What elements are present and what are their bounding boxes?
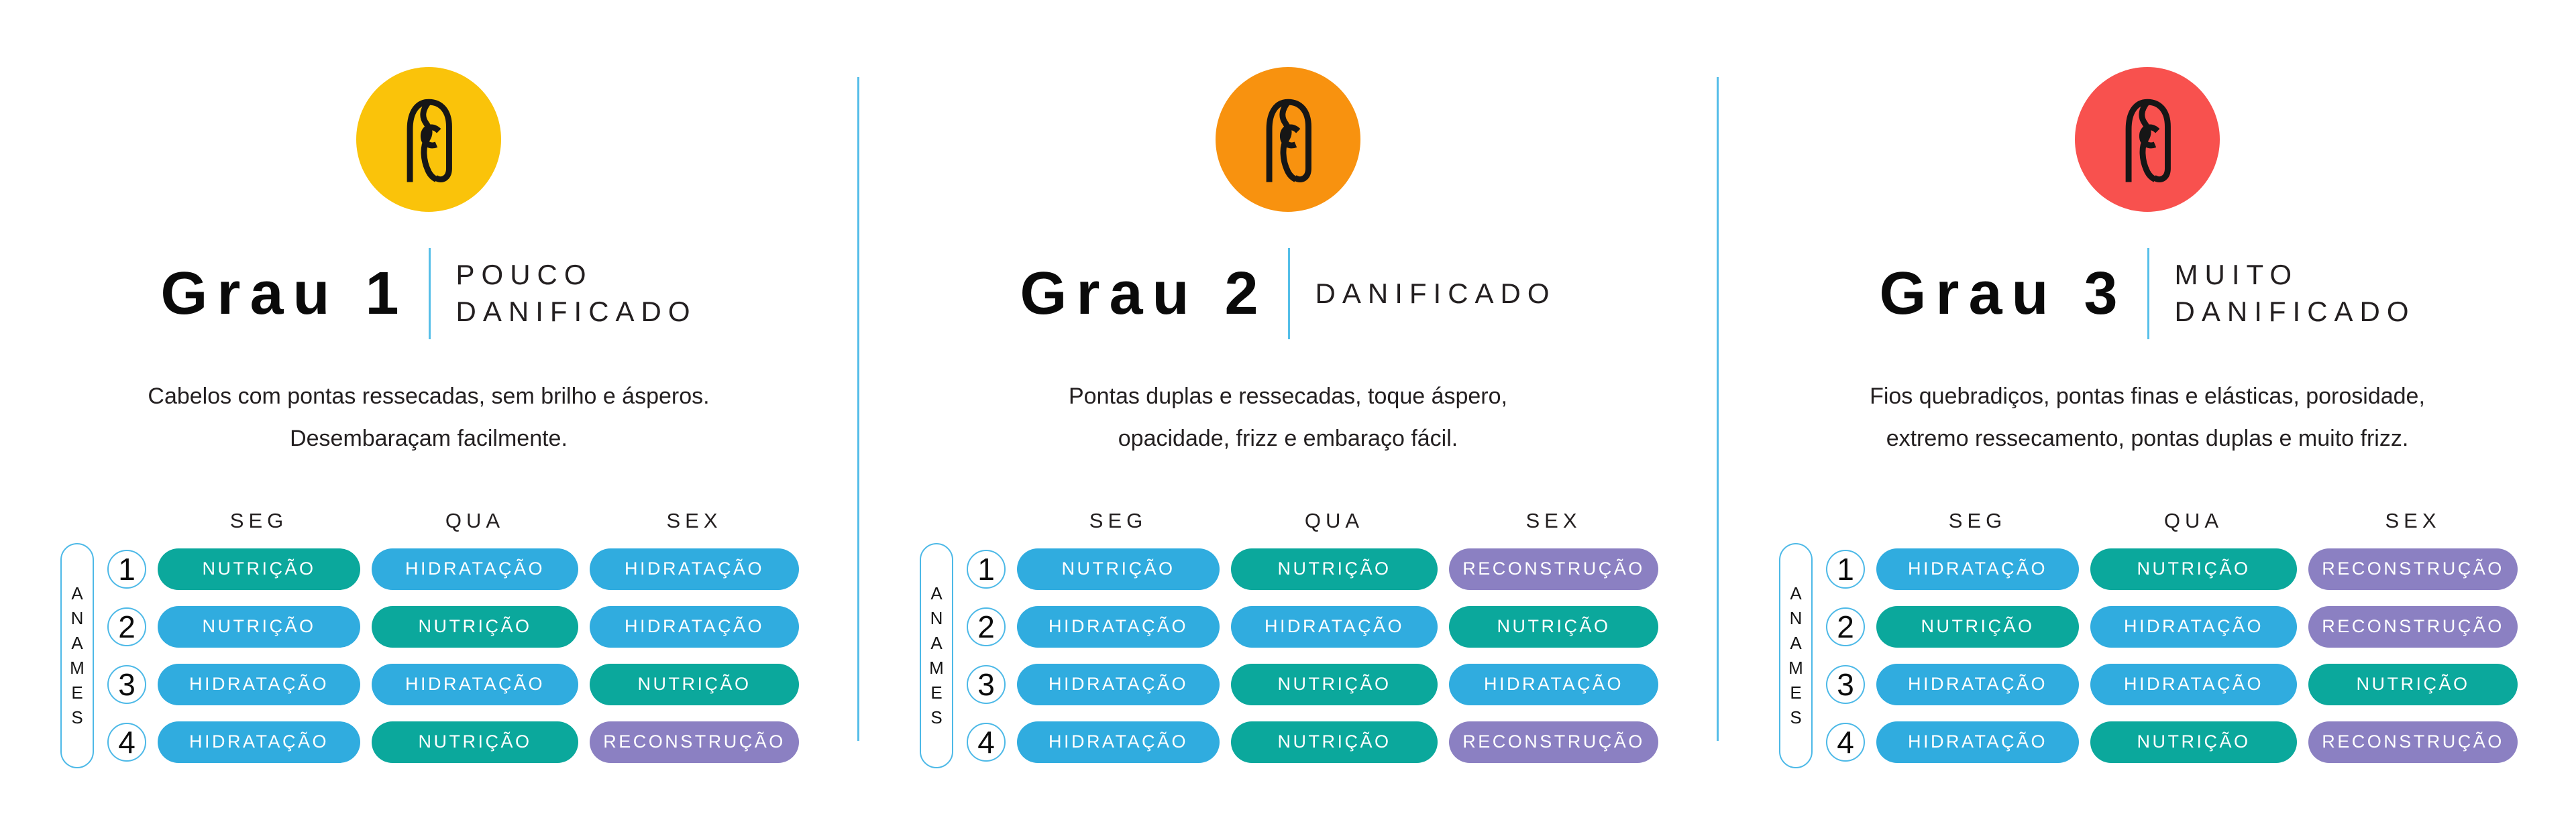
semana-letter: M: [929, 658, 944, 678]
treatment-pill: RECONSTRUÇÃO: [2308, 548, 2518, 590]
treatment-pill: NUTRIÇÃO: [1231, 548, 1438, 590]
semana-letter: A: [71, 633, 83, 654]
semana-letter: A: [930, 583, 943, 604]
treatment-pill: HIDRATAÇÃO: [158, 721, 360, 763]
treatment-pill: HIDRATAÇÃO: [1876, 721, 2079, 763]
panel-subtitle: [2175, 257, 2416, 330]
day-header-qua: QUA: [2163, 508, 2224, 532]
treatment-pill: HIDRATAÇÃO: [372, 548, 578, 590]
treatment-pill: HIDRATAÇÃO: [590, 548, 799, 590]
treatment-pill: RECONSTRUÇÃO: [1449, 548, 1658, 590]
grau-panel-3: [1719, 0, 2576, 828]
grau-panel-1: [0, 0, 857, 828]
treatment-pill: NUTRIÇÃO: [2090, 721, 2297, 763]
treatment-pill: RECONSTRUÇÃO: [2308, 721, 2518, 763]
week-number-3: 3: [967, 665, 1006, 704]
semana-letter: S: [930, 707, 943, 728]
semana-letter: N: [930, 608, 943, 629]
semana-vertical-label: [60, 543, 94, 768]
panel-description: [1069, 375, 1507, 460]
week-number-4: 4: [1826, 723, 1865, 762]
treatment-pill: NUTRIÇÃO: [590, 664, 799, 705]
semana-letter: A: [1790, 633, 1802, 654]
panel-subtitle: [1316, 276, 1556, 312]
week-number-3: 3: [107, 665, 146, 704]
treatment-pill: RECONSTRUÇÃO: [590, 721, 799, 763]
treatment-pill: NUTRIÇÃO: [1231, 664, 1438, 705]
title-divider-line: [429, 248, 431, 339]
treatment-pill: NUTRIÇÃO: [372, 606, 578, 648]
treatment-pill: NUTRIÇÃO: [158, 606, 360, 648]
week-number-3: 3: [1826, 665, 1865, 704]
title-divider-line: [2147, 248, 2149, 339]
treatment-pill: HIDRATAÇÃO: [2090, 606, 2297, 648]
treatment-pill: NUTRIÇÃO: [1449, 606, 1658, 648]
panel-title: Grau 1: [160, 259, 409, 327]
panel-title: Grau 3: [1879, 259, 2127, 327]
treatment-pill: HIDRATAÇÃO: [1017, 721, 1220, 763]
title-divider-line: [1288, 248, 1290, 339]
week-number-4: 4: [967, 723, 1006, 762]
semana-vertical-label: [920, 543, 953, 768]
day-header-qua: QUA: [445, 508, 505, 532]
day-header-sex: SEX: [2385, 508, 2441, 532]
treatment-pill: NUTRIÇÃO: [158, 548, 360, 590]
treatment-pill: HIDRATAÇÃO: [158, 664, 360, 705]
panel-title: Grau 2: [1020, 259, 1268, 327]
treatment-pill: NUTRIÇÃO: [1017, 548, 1220, 590]
weekly-schedule-grid: [1777, 501, 2518, 771]
semana-vertical-label: [1779, 543, 1813, 768]
treatment-pill: HIDRATAÇÃO: [372, 664, 578, 705]
semana-letter: A: [71, 583, 83, 604]
hair-grade-badge: [2075, 67, 2220, 212]
week-number-2: 2: [967, 607, 1006, 646]
treatment-pill: HIDRATAÇÃO: [2090, 664, 2297, 705]
semana-letter: E: [930, 683, 943, 703]
semana-letter: S: [1790, 707, 1802, 728]
panel-description: [148, 375, 709, 460]
panel-description-line: extremo ressecamento, pontas duplas e muito frizz.: [1886, 425, 2409, 451]
hair-grade-badge: [356, 67, 501, 212]
week-number-1: 1: [107, 550, 146, 589]
week-number-4: 4: [107, 723, 146, 762]
day-header-sex: SEX: [1525, 508, 1582, 532]
panel-description-line: Desembaraçam facilmente.: [290, 425, 568, 451]
panel-title-row: [160, 247, 696, 341]
treatment-pill: HIDRATAÇÃO: [1876, 548, 2079, 590]
treatment-pill: NUTRIÇÃO: [372, 721, 578, 763]
day-header-seg: SEG: [1089, 508, 1148, 532]
panel-title-row: [1020, 247, 1556, 341]
face-with-hair-icon: [2103, 90, 2192, 189]
hair-grade-badge: [1216, 67, 1360, 212]
treatment-pill: HIDRATAÇÃO: [590, 606, 799, 648]
treatment-pill: NUTRIÇÃO: [2308, 664, 2518, 705]
week-number-2: 2: [107, 607, 146, 646]
treatment-pill: HIDRATAÇÃO: [1449, 664, 1658, 705]
treatment-pill: HIDRATAÇÃO: [1017, 664, 1220, 705]
week-number-1: 1: [967, 550, 1006, 589]
panel-subtitle-line: POUCO: [455, 259, 593, 291]
grau-panel-2: [859, 0, 1717, 828]
day-header-seg: SEG: [229, 508, 288, 532]
treatment-pill: NUTRIÇÃO: [1876, 606, 2079, 648]
face-with-hair-icon: [1244, 90, 1332, 189]
panel-subtitle: [456, 257, 697, 330]
treatment-pill: HIDRATAÇÃO: [1876, 664, 2079, 705]
treatment-pill: RECONSTRUÇÃO: [1449, 721, 1658, 763]
day-header-qua: QUA: [1304, 508, 1364, 532]
week-number-1: 1: [1826, 550, 1865, 589]
treatment-pill: RECONSTRUÇÃO: [2308, 606, 2518, 648]
panel-title-row: [1879, 247, 2415, 341]
face-with-hair-icon: [384, 90, 473, 189]
day-header-sex: SEX: [666, 508, 722, 532]
panel-description: [1870, 375, 2425, 460]
semana-letter: E: [1790, 683, 1802, 703]
treatment-pill: HIDRATAÇÃO: [1231, 606, 1438, 648]
treatment-pill: NUTRIÇÃO: [1231, 721, 1438, 763]
semana-letter: E: [71, 683, 83, 703]
day-header-seg: SEG: [1948, 508, 2007, 532]
semana-letter: N: [1789, 608, 1803, 629]
panel-description-line: Pontas duplas e ressecadas, toque áspero,: [1069, 383, 1507, 409]
week-number-2: 2: [1826, 607, 1865, 646]
panel-description-line: opacidade, frizz e embaraço fácil.: [1118, 425, 1458, 451]
panel-subtitle-line: DANIFICADO: [1315, 277, 1556, 309]
semana-letter: N: [70, 608, 84, 629]
panel-description-line: Cabelos com pontas ressecadas, sem brilho e ásperos.: [148, 383, 710, 409]
semana-letter: A: [1790, 583, 1802, 604]
semana-letter: M: [70, 658, 85, 678]
semana-letter: A: [930, 633, 943, 654]
weekly-schedule-grid: [58, 501, 799, 771]
semana-letter: M: [1788, 658, 1803, 678]
panel-subtitle-line: DANIFICADO: [2174, 296, 2416, 327]
panel-subtitle-line: DANIFICADO: [455, 296, 697, 327]
treatment-pill: NUTRIÇÃO: [2090, 548, 2297, 590]
weekly-schedule-grid: [918, 501, 1658, 771]
semana-letter: S: [71, 707, 83, 728]
treatment-pill: HIDRATAÇÃO: [1017, 606, 1220, 648]
panel-subtitle-line: MUITO: [2174, 259, 2299, 291]
panel-description-line: Fios quebradiços, pontas finas e elásticas, porosidade,: [1870, 383, 2425, 409]
